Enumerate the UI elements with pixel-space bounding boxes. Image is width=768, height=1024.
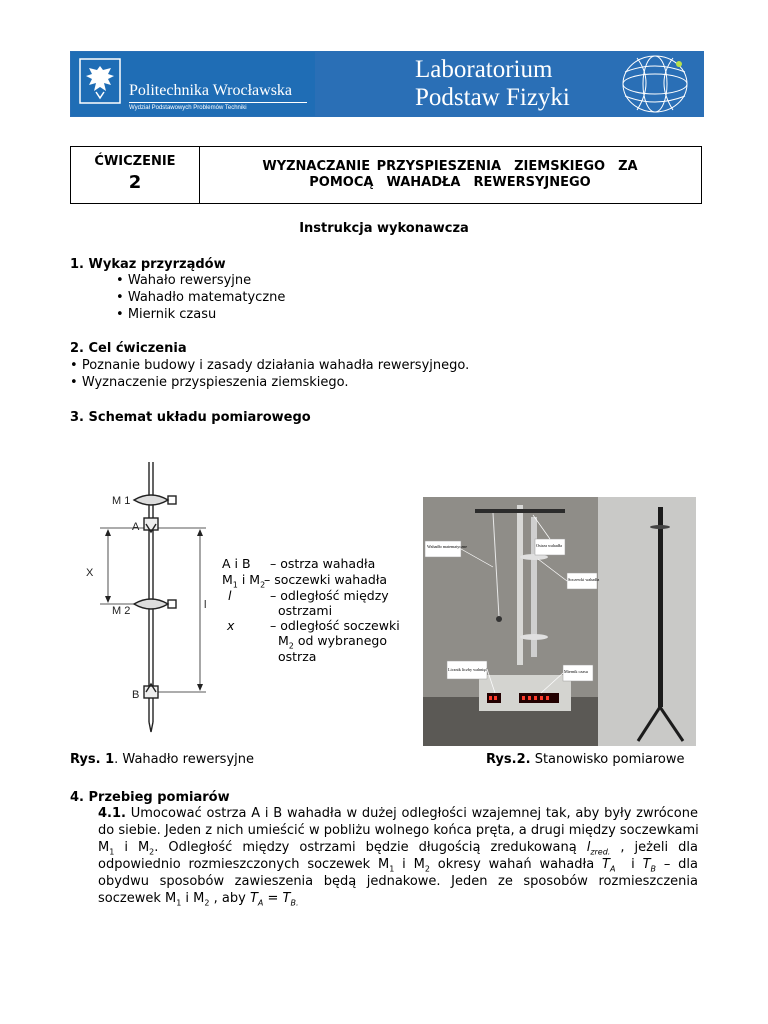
figure-1-caption: Rys. 1. Wahadło rewersyjne	[70, 752, 254, 767]
section-2-heading: 2. Cel ćwiczenia	[70, 341, 187, 356]
legend-desc-x-3: ostrza	[278, 649, 317, 664]
paragraph-line: 4.1. Umocować ostrza A i B wahadła w dużej odległości wzajemnej tak, aby były zwrócone	[98, 806, 698, 821]
legend-sym-m: $M_1$ i $M_2$	[222, 572, 266, 590]
exercise-title-line-2: POMOCĄ WAHADŁA REWERSYJNEGO	[309, 175, 591, 190]
label-m2: M 2	[112, 605, 131, 617]
list-item: • Wahadło matematyczne	[116, 290, 286, 305]
legend-desc-ab: – ostrza wahadła	[270, 556, 376, 571]
university-logo-panel	[71, 52, 315, 116]
list-item: • Miernik czasu	[116, 307, 217, 322]
reversible-pendulum-diagram	[86, 452, 216, 742]
label-b: B	[132, 689, 140, 701]
exercise-header-table	[70, 146, 702, 204]
legend-desc-x-2: $M_2$ od wybranego	[278, 633, 387, 651]
paragraph-line: odpowiednio rozmieszczonych soczewek $M_1$ i $M_2$ okresy wahań wahadła $T_A$ i $T_B$ – dla	[98, 857, 699, 874]
lab-title-line-2: Podstaw Fizyki	[415, 84, 570, 111]
globe-logo-icon	[609, 52, 705, 116]
legend-sym-x: x	[227, 618, 235, 633]
paragraph-line: obydwu sposobów zawieszenia będą jednakowe. Jeden ze sposobów rozmieszczenia	[98, 874, 698, 889]
paragraph-line: soczewek $M_1$ i $M_2$ , aby $T_A = T_{B.}$	[98, 891, 299, 908]
legend-desc-l-2: ostrzami	[278, 603, 333, 618]
paragraph-line: do siebie. Jeden z nich umieścić w pobliżu wolnego końca pręta, a drugi między soczewkami	[98, 823, 699, 838]
legend-desc-m: – soczewki wahadła	[264, 572, 388, 587]
department-name: Wydział Podstawowych Problemów Techniki	[129, 105, 247, 111]
label-a: A	[132, 521, 140, 533]
eagle-logo-icon	[79, 58, 121, 104]
exercise-label: ĆWICZENIE	[94, 154, 176, 169]
label-l: l	[204, 599, 207, 611]
header-banner	[70, 51, 704, 117]
paragraph-line: $M_1$ i $M_2$. Odległość między ostrzami będzie długością zredukowaną $l_{zred.}$ , jeżeli dla	[98, 840, 698, 857]
list-item: • Poznanie budowy i zasady działania wahadła rewersyjnego.	[70, 358, 470, 373]
section-4-heading: 4. Przebieg pomiarów	[70, 790, 230, 805]
university-name: Politechnika Wrocławska	[129, 82, 293, 99]
section-1-heading: 1. Wykaz przyrządów	[70, 257, 226, 272]
callout-pendulum-math: Wahadło matematyczne	[427, 544, 468, 549]
figure-2-caption: Rys.2. Stanowisko pomiarowe	[486, 752, 685, 767]
section-3-heading: 3. Schemat układu pomiarowego	[70, 410, 311, 425]
measurement-setup-photo	[423, 497, 696, 746]
setup-photo-illustration	[423, 497, 696, 746]
legend-sym-ab: A i B	[222, 556, 251, 571]
list-item: • Wahało rewersyjne	[116, 273, 252, 288]
exercise-number-cell	[71, 147, 200, 203]
lab-title-line-1: Laboratorium	[415, 56, 553, 83]
list-item: • Wyznaczenie przyspieszenia ziemskiego.	[70, 375, 349, 390]
divider	[129, 102, 307, 103]
legend-sym-l: l	[228, 588, 232, 603]
callout-swing-counter: Licznik liczby wahnięć	[448, 667, 488, 672]
callout-timer: Miernik czasu	[564, 669, 588, 674]
callout-lenses: Soczewki wahadła	[568, 577, 600, 582]
callout-knives: Ostrza wahadła	[536, 543, 562, 548]
exercise-number: 2	[128, 172, 142, 193]
label-m1: M 1	[112, 495, 131, 507]
document-subtitle: Instrukcja wykonawcza	[299, 221, 469, 236]
lab-title-panel	[315, 52, 703, 116]
legend-desc-l: – odległość między	[270, 588, 389, 603]
exercise-title-line-1: WYZNACZANIE PRZYSPIESZENIA ZIEMSKIEGO ZA	[262, 159, 638, 174]
legend-desc-x: – odległość soczewki	[270, 618, 400, 633]
label-x: X	[86, 567, 94, 579]
